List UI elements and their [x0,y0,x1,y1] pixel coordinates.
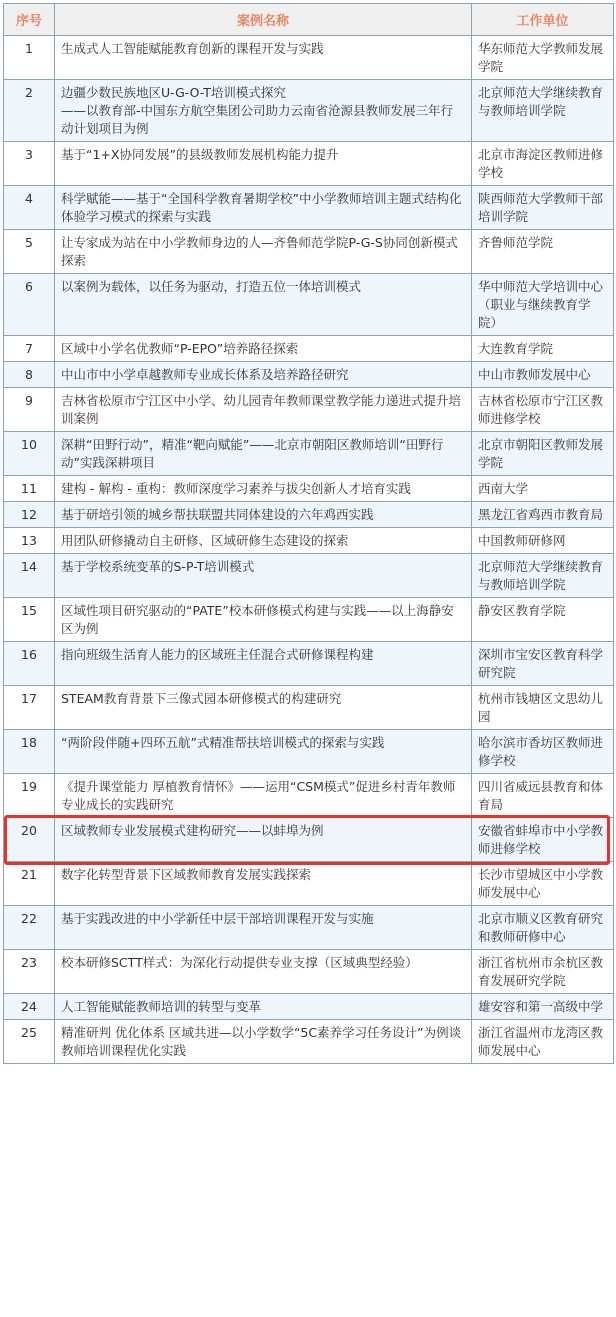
row-work-unit-cell: 长沙市望城区中小学教师发展中心 [472,862,614,906]
table-row [4,502,614,528]
table-row [4,388,614,432]
table-row [4,554,614,598]
row-work-unit-cell: 陕西师范大学教师干部培训学院 [472,186,614,230]
row-case-name-cell: 《提升课堂能力 厚植教育情怀》——运用“CSM模式”促进乡村青年教师专业成长的实践研究 [55,774,472,818]
table-row [4,642,614,686]
row-index-cell: 25 [4,1020,55,1064]
row-index-cell: 17 [4,686,55,730]
row-work-unit-cell: 北京市海淀区教师进修学校 [472,142,614,186]
row-case-name-cell: 基于研培引领的城乡帮扶联盟共同体建设的六年鸡西实践 [55,502,472,528]
table-row [4,186,614,230]
row-index-cell: 23 [4,950,55,994]
row-index-cell: 3 [4,142,55,186]
table-row [4,774,614,818]
table-row [4,818,614,862]
row-case-name-cell: 用团队研修撬动自主研修、区域研修生态建设的探索 [55,528,472,554]
table-row [4,476,614,502]
table-row [4,598,614,642]
row-work-unit-cell: 中国教师研修网 [472,528,614,554]
table-header-row [4,4,614,36]
row-work-unit-cell: 杭州市钱塘区文思幼儿园 [472,686,614,730]
row-work-unit-cell: 大连教育学院 [472,336,614,362]
row-case-name-cell: 生成式人工智能赋能教育创新的课程开发与实践 [55,36,472,80]
row-work-unit-cell: 北京师范大学继续教育与教师培训学院 [472,554,614,598]
row-work-unit-cell: 中山市教师发展中心 [472,362,614,388]
row-index-cell: 16 [4,642,55,686]
row-case-name-cell: 吉林省松原市宁江区中小学、幼儿园青年教师课堂教学能力递进式提升培训案例 [55,388,472,432]
row-index-cell: 22 [4,906,55,950]
table-row [4,686,614,730]
table-row [4,906,614,950]
row-case-name-cell: 科学赋能——基于“全国科学教育暑期学校”中小学教师培训主题式结构化体验学习模式的探索与实践 [55,186,472,230]
case-table-container [3,3,613,1064]
table-row [4,730,614,774]
row-work-unit-cell: 北京市朝阳区教师发展学院 [472,432,614,476]
row-case-name-cell: 区域中小学名优教师“P-EPO”培养路径探索 [55,336,472,362]
row-work-unit-cell: 北京市顺义区教育研究和教师研修中心 [472,906,614,950]
row-index-cell: 18 [4,730,55,774]
table-row [4,362,614,388]
row-case-name-cell: 深耕“田野行动”，精准“靶向赋能”——北京市朝阳区教师培训“田野行动”实践深耕项目 [55,432,472,476]
row-work-unit-cell: 浙江省温州市龙湾区教师发展中心 [472,1020,614,1064]
header-case-name: 案例名称 [55,4,472,36]
row-work-unit-cell: 西南大学 [472,476,614,502]
row-work-unit-cell: 哈尔滨市香坊区教师进修学校 [472,730,614,774]
row-index-cell: 6 [4,274,55,336]
row-case-name-cell: 基于实践改进的中小学新任中层干部培训课程开发与实施 [55,906,472,950]
table-row [4,336,614,362]
row-case-name-cell: 中山市中小学卓越教师专业成长体系及培养路径研究 [55,362,472,388]
row-work-unit-cell: 黑龙江省鸡西市教育局 [472,502,614,528]
row-case-name-cell: 基于学校系统变革的S-P-T培训模式 [55,554,472,598]
row-index-cell: 20 [4,818,55,862]
table-row [4,432,614,476]
row-index-cell: 1 [4,36,55,80]
row-work-unit-cell: 四川省威远县教育和体育局 [472,774,614,818]
row-index-cell: 19 [4,774,55,818]
row-index-cell: 9 [4,388,55,432]
row-case-name-cell: 以案例为载体，以任务为驱动，打造五位一体培训模式 [55,274,472,336]
row-index-cell: 24 [4,994,55,1020]
table-row [4,36,614,80]
table-row [4,1020,614,1064]
row-case-name-cell: 区域性项目研究驱动的“PATE”校本研修模式构建与实践——以上海静安区为例 [55,598,472,642]
row-index-cell: 21 [4,862,55,906]
row-index-cell: 11 [4,476,55,502]
row-case-name-cell: 边疆少数民族地区U-G-O-T培训模式探究 ——以教育部-中国东方航空集团公司助力云南省沧源县教师发展三年行动计划项目为例 [55,80,472,142]
row-case-name-cell: 建构 - 解构 - 重构：教师深度学习素养与拔尖创新人才培育实践 [55,476,472,502]
table-row [4,862,614,906]
row-case-name-cell: 指向班级生活育人能力的区域班主任混合式研修课程构建 [55,642,472,686]
row-index-cell: 13 [4,528,55,554]
row-work-unit-cell: 安徽省蚌埠市中小学教师进修学校 [472,818,614,862]
row-work-unit-cell: 华中师范大学培训中心（职业与继续教育学院） [472,274,614,336]
row-index-cell: 14 [4,554,55,598]
row-index-cell: 12 [4,502,55,528]
table-row [4,274,614,336]
row-work-unit-cell: 齐鲁师范学院 [472,230,614,274]
row-case-name-cell: 校本研修SCTT样式：为深化行动提供专业支撑（区域典型经验） [55,950,472,994]
table-row [4,230,614,274]
row-case-name-cell: 让专家成为站在中小学教师身边的人—齐鲁师范学院P-G-S协同创新模式探索 [55,230,472,274]
table-row [4,142,614,186]
row-work-unit-cell: 深圳市宝安区教育科学研究院 [472,642,614,686]
table-row [4,994,614,1020]
row-index-cell: 4 [4,186,55,230]
row-index-cell: 8 [4,362,55,388]
table-row [4,950,614,994]
row-work-unit-cell: 北京师范大学继续教育与教师培训学院 [472,80,614,142]
row-work-unit-cell: 华东师范大学教师发展学院 [472,36,614,80]
table-row [4,80,614,142]
table-row [4,528,614,554]
row-case-name-cell: 精准研判 优化体系 区域共进—以小学数学“5C素养学习任务设计”为例谈教师培训课程优化实践 [55,1020,472,1064]
row-index-cell: 5 [4,230,55,274]
case-table [3,3,614,1064]
row-work-unit-cell: 吉林省松原市宁江区教师进修学校 [472,388,614,432]
row-work-unit-cell: 浙江省杭州市余杭区教育发展研究学院 [472,950,614,994]
row-case-name-cell: 基于“1+X协同发展”的县级教师发展机构能力提升 [55,142,472,186]
table-body [4,36,614,1064]
row-index-cell: 2 [4,80,55,142]
header-index: 序号 [4,4,55,36]
row-case-name-cell: 人工智能赋能教师培训的转型与变革 [55,994,472,1020]
row-case-name-cell: 数字化转型背景下区域教师教育发展实践探索 [55,862,472,906]
row-case-name-cell: “两阶段伴随+四环五航”式精准帮扶培训模式的探索与实践 [55,730,472,774]
row-work-unit-cell: 静安区教育学院 [472,598,614,642]
row-index-cell: 15 [4,598,55,642]
row-case-name-cell: STEAM教育背景下三像式园本研修模式的构建研究 [55,686,472,730]
row-index-cell: 10 [4,432,55,476]
header-work-unit: 工作单位 [472,4,614,36]
row-work-unit-cell: 雄安容和第一高级中学 [472,994,614,1020]
row-index-cell: 7 [4,336,55,362]
row-case-name-cell: 区域教师专业发展模式建构研究——以蚌埠为例 [55,818,472,862]
